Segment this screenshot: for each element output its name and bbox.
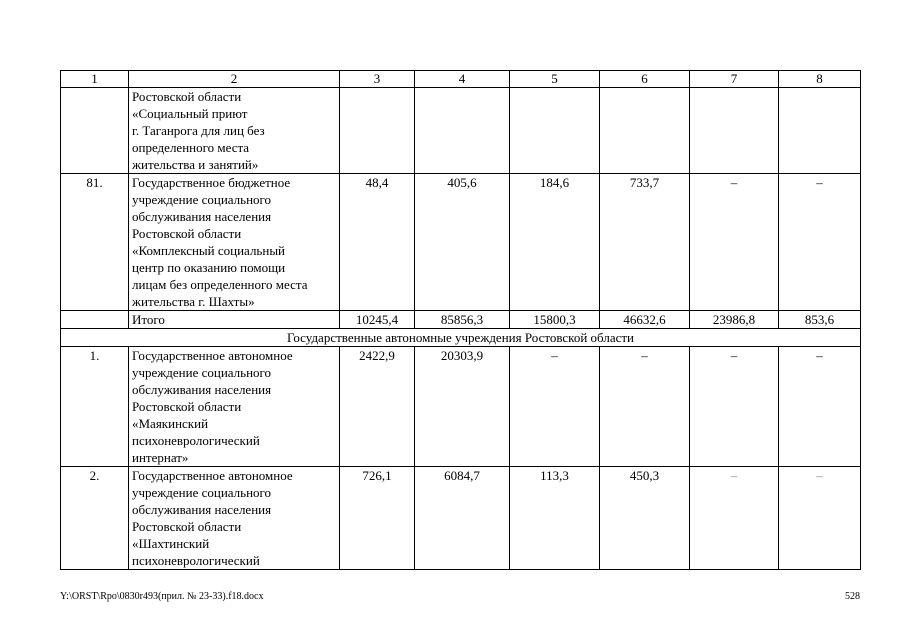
- institution-name: Государственное автономное учреждение социального обслуживания населения Ростовской области «Маякинский психоневрологический интернат»: [132, 348, 293, 465]
- value-cell: [415, 88, 510, 174]
- institution-name: Государственное бюджетное учреждение социального обслуживания населения Ростовской области «Комплексный социальный центр по оказанию помощи лицам без определенного места жительства г. Шахты»: [132, 175, 308, 309]
- value-cell: 2422,9: [340, 347, 415, 467]
- value-cell: –: [779, 174, 861, 311]
- value-cell: –: [690, 467, 779, 570]
- value-cell: –: [510, 347, 600, 467]
- table-row: [61, 174, 861, 311]
- value-cell: [779, 88, 861, 174]
- footer-file-path: Y:\ORST\Rpo\0830r493(прил. № 23-33).f18.docx: [60, 591, 264, 602]
- total-value: 15800,3: [510, 311, 600, 329]
- value-cell: –: [779, 347, 861, 467]
- row-number-cell: 81.: [61, 174, 129, 311]
- institution-name: Ростовской области «Социальный приют г. Таганрога для лиц без определенного места жительства и занятий»: [132, 89, 265, 172]
- table-row: [61, 347, 861, 467]
- row-number-cell: [61, 88, 129, 174]
- value-cell: –: [600, 347, 690, 467]
- header-cell: 6: [600, 71, 690, 88]
- row-number-cell: 2.: [61, 467, 129, 570]
- total-label: Итого: [129, 311, 340, 329]
- value-cell: 450,3: [600, 467, 690, 570]
- header-cell: 2: [129, 71, 340, 88]
- value-cell: –: [690, 347, 779, 467]
- value-cell: 726,1: [340, 467, 415, 570]
- total-value: 46632,6: [600, 311, 690, 329]
- table-row: [61, 88, 861, 174]
- header-cell: 1: [61, 71, 129, 88]
- header-cell: 5: [510, 71, 600, 88]
- appendix-table: [60, 70, 861, 570]
- value-cell: 48,4: [340, 174, 415, 311]
- value-cell: –: [690, 174, 779, 311]
- table-row: [61, 467, 861, 570]
- page-number: 528: [845, 591, 860, 602]
- header-cell: 8: [779, 71, 861, 88]
- value-cell: 20303,9: [415, 347, 510, 467]
- header-cell: 4: [415, 71, 510, 88]
- value-cell: 733,7: [600, 174, 690, 311]
- section-header-row: [61, 329, 861, 347]
- header-row: [61, 71, 861, 88]
- institution-name-cell: [129, 347, 340, 467]
- row-number-cell: 1.: [61, 347, 129, 467]
- value-cell: [690, 88, 779, 174]
- value-cell: [600, 88, 690, 174]
- value-cell: [340, 88, 415, 174]
- total-value: 23986,8: [690, 311, 779, 329]
- value-cell: –: [779, 467, 861, 570]
- header-cell: 7: [690, 71, 779, 88]
- header-cell: 3: [340, 71, 415, 88]
- total-value: 853,6: [779, 311, 861, 329]
- institution-name-cell: [129, 174, 340, 311]
- row-number-cell: [61, 311, 129, 329]
- total-row: [61, 311, 861, 329]
- value-cell: 405,6: [415, 174, 510, 311]
- value-cell: 6084,7: [415, 467, 510, 570]
- section-title: Государственные автономные учреждения Ростовской области: [61, 329, 861, 347]
- institution-name-cell: [129, 88, 340, 174]
- value-cell: 113,3: [510, 467, 600, 570]
- value-cell: [510, 88, 600, 174]
- institution-name: Государственное автономное учреждение социального обслуживания населения Ростовской области «Шахтинский психоневрологический: [132, 468, 293, 568]
- institution-name-cell: [129, 467, 340, 570]
- total-value: 10245,4: [340, 311, 415, 329]
- value-cell: 184,6: [510, 174, 600, 311]
- total-value: 85856,3: [415, 311, 510, 329]
